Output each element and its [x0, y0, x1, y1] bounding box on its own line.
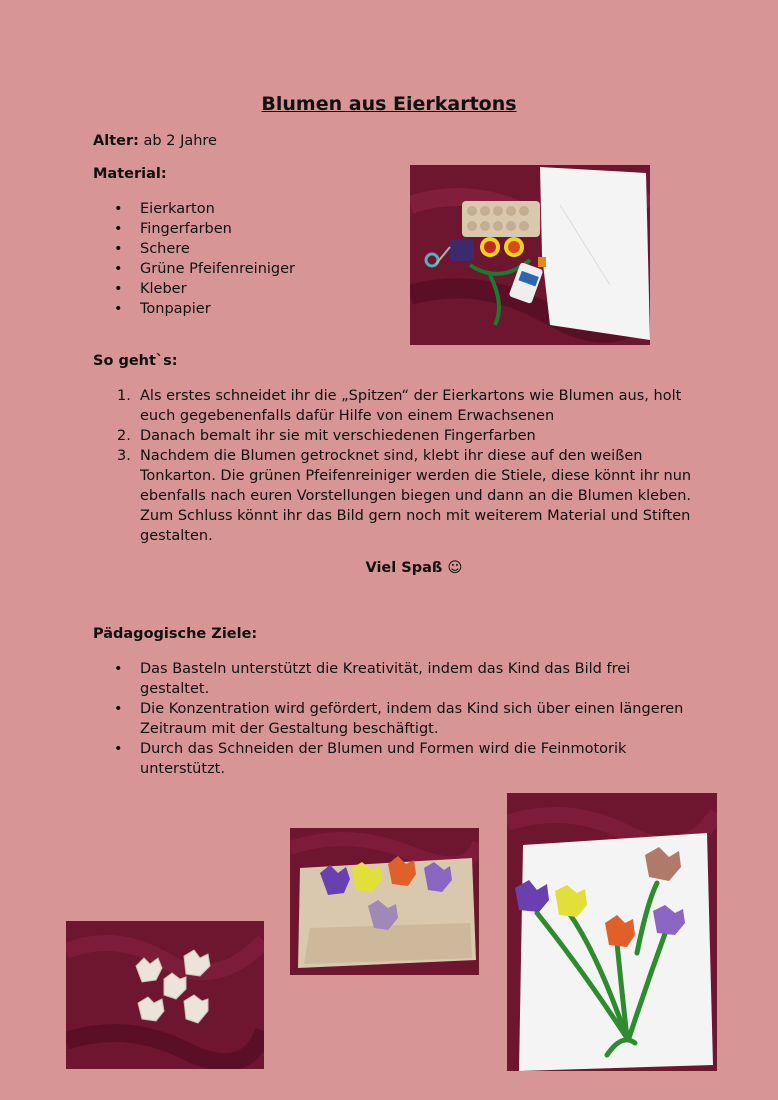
age-label: Alter: — [93, 133, 139, 149]
goals-heading: Pädagogische Ziele: — [93, 626, 258, 642]
painted-flowers-photo — [290, 828, 479, 975]
step-item — [93, 426, 693, 446]
goal-item: • Das Basteln unterstützt die Kreativität, indem das Kind das Bild frei gestaltet. — [93, 659, 693, 699]
material-item: • Grüne Pfeifenreiniger — [93, 259, 393, 279]
steps-list — [93, 386, 693, 546]
material-item: • Tonpapier — [93, 299, 393, 319]
step-text: Als erstes schneidet ihr die „Spitzen“ der Eierkartons wie Blumen aus, holt euch gegebenenfalls dafür Hilfe von einem Erwachsenen — [140, 388, 682, 424]
step-number: 2. — [117, 428, 131, 444]
steps-heading: So geht`s: — [93, 353, 178, 369]
material-item: • Fingerfarben — [93, 219, 393, 239]
age-value: ab 2 Jahre — [143, 133, 217, 149]
goal-item: • Durch das Schneiden der Blumen und Formen wird die Feinmotorik unterstützt. — [93, 739, 693, 779]
step-item — [93, 386, 693, 426]
cut-flowers-photo — [66, 921, 264, 1069]
step-number: 1. — [117, 388, 131, 404]
step-item — [93, 446, 693, 546]
material-list — [93, 199, 393, 319]
materials-photo — [410, 165, 650, 345]
goals-list — [93, 659, 693, 779]
material-item: • Kleber — [93, 279, 393, 299]
step-text: Nachdem die Blumen getrocknet sind, klebt ihr diese auf den weißen Tonkarton. Die grünen Pfeifenreiniger werden die Stiele, diese könnt ihr nun ebenfalls nach euren Vorstellungen biegen und dann an die Blumen kleben. Zum Schluss könnt ihr das Bild gern noch mit weiterem Material und Stiften gestalten. — [140, 448, 692, 544]
step-text: Danach bemalt ihr sie mit verschiedenen Fingerfarben — [140, 428, 536, 444]
goal-item: • Die Konzentration wird gefördert, indem das Kind sich über einen längeren Zeitraum mit der Gestaltung beschäftigt. — [93, 699, 693, 739]
material-item: • Eierkarton — [93, 199, 393, 219]
page-title: Blumen aus Eierkartons — [261, 93, 517, 115]
material-heading: Material: — [93, 166, 167, 182]
finished-picture-photo — [507, 793, 717, 1071]
age-line — [93, 133, 217, 149]
material-item: • Schere — [93, 239, 393, 259]
closing-text: Viel Spaß ☺ — [365, 560, 463, 576]
step-number: 3. — [117, 448, 131, 464]
